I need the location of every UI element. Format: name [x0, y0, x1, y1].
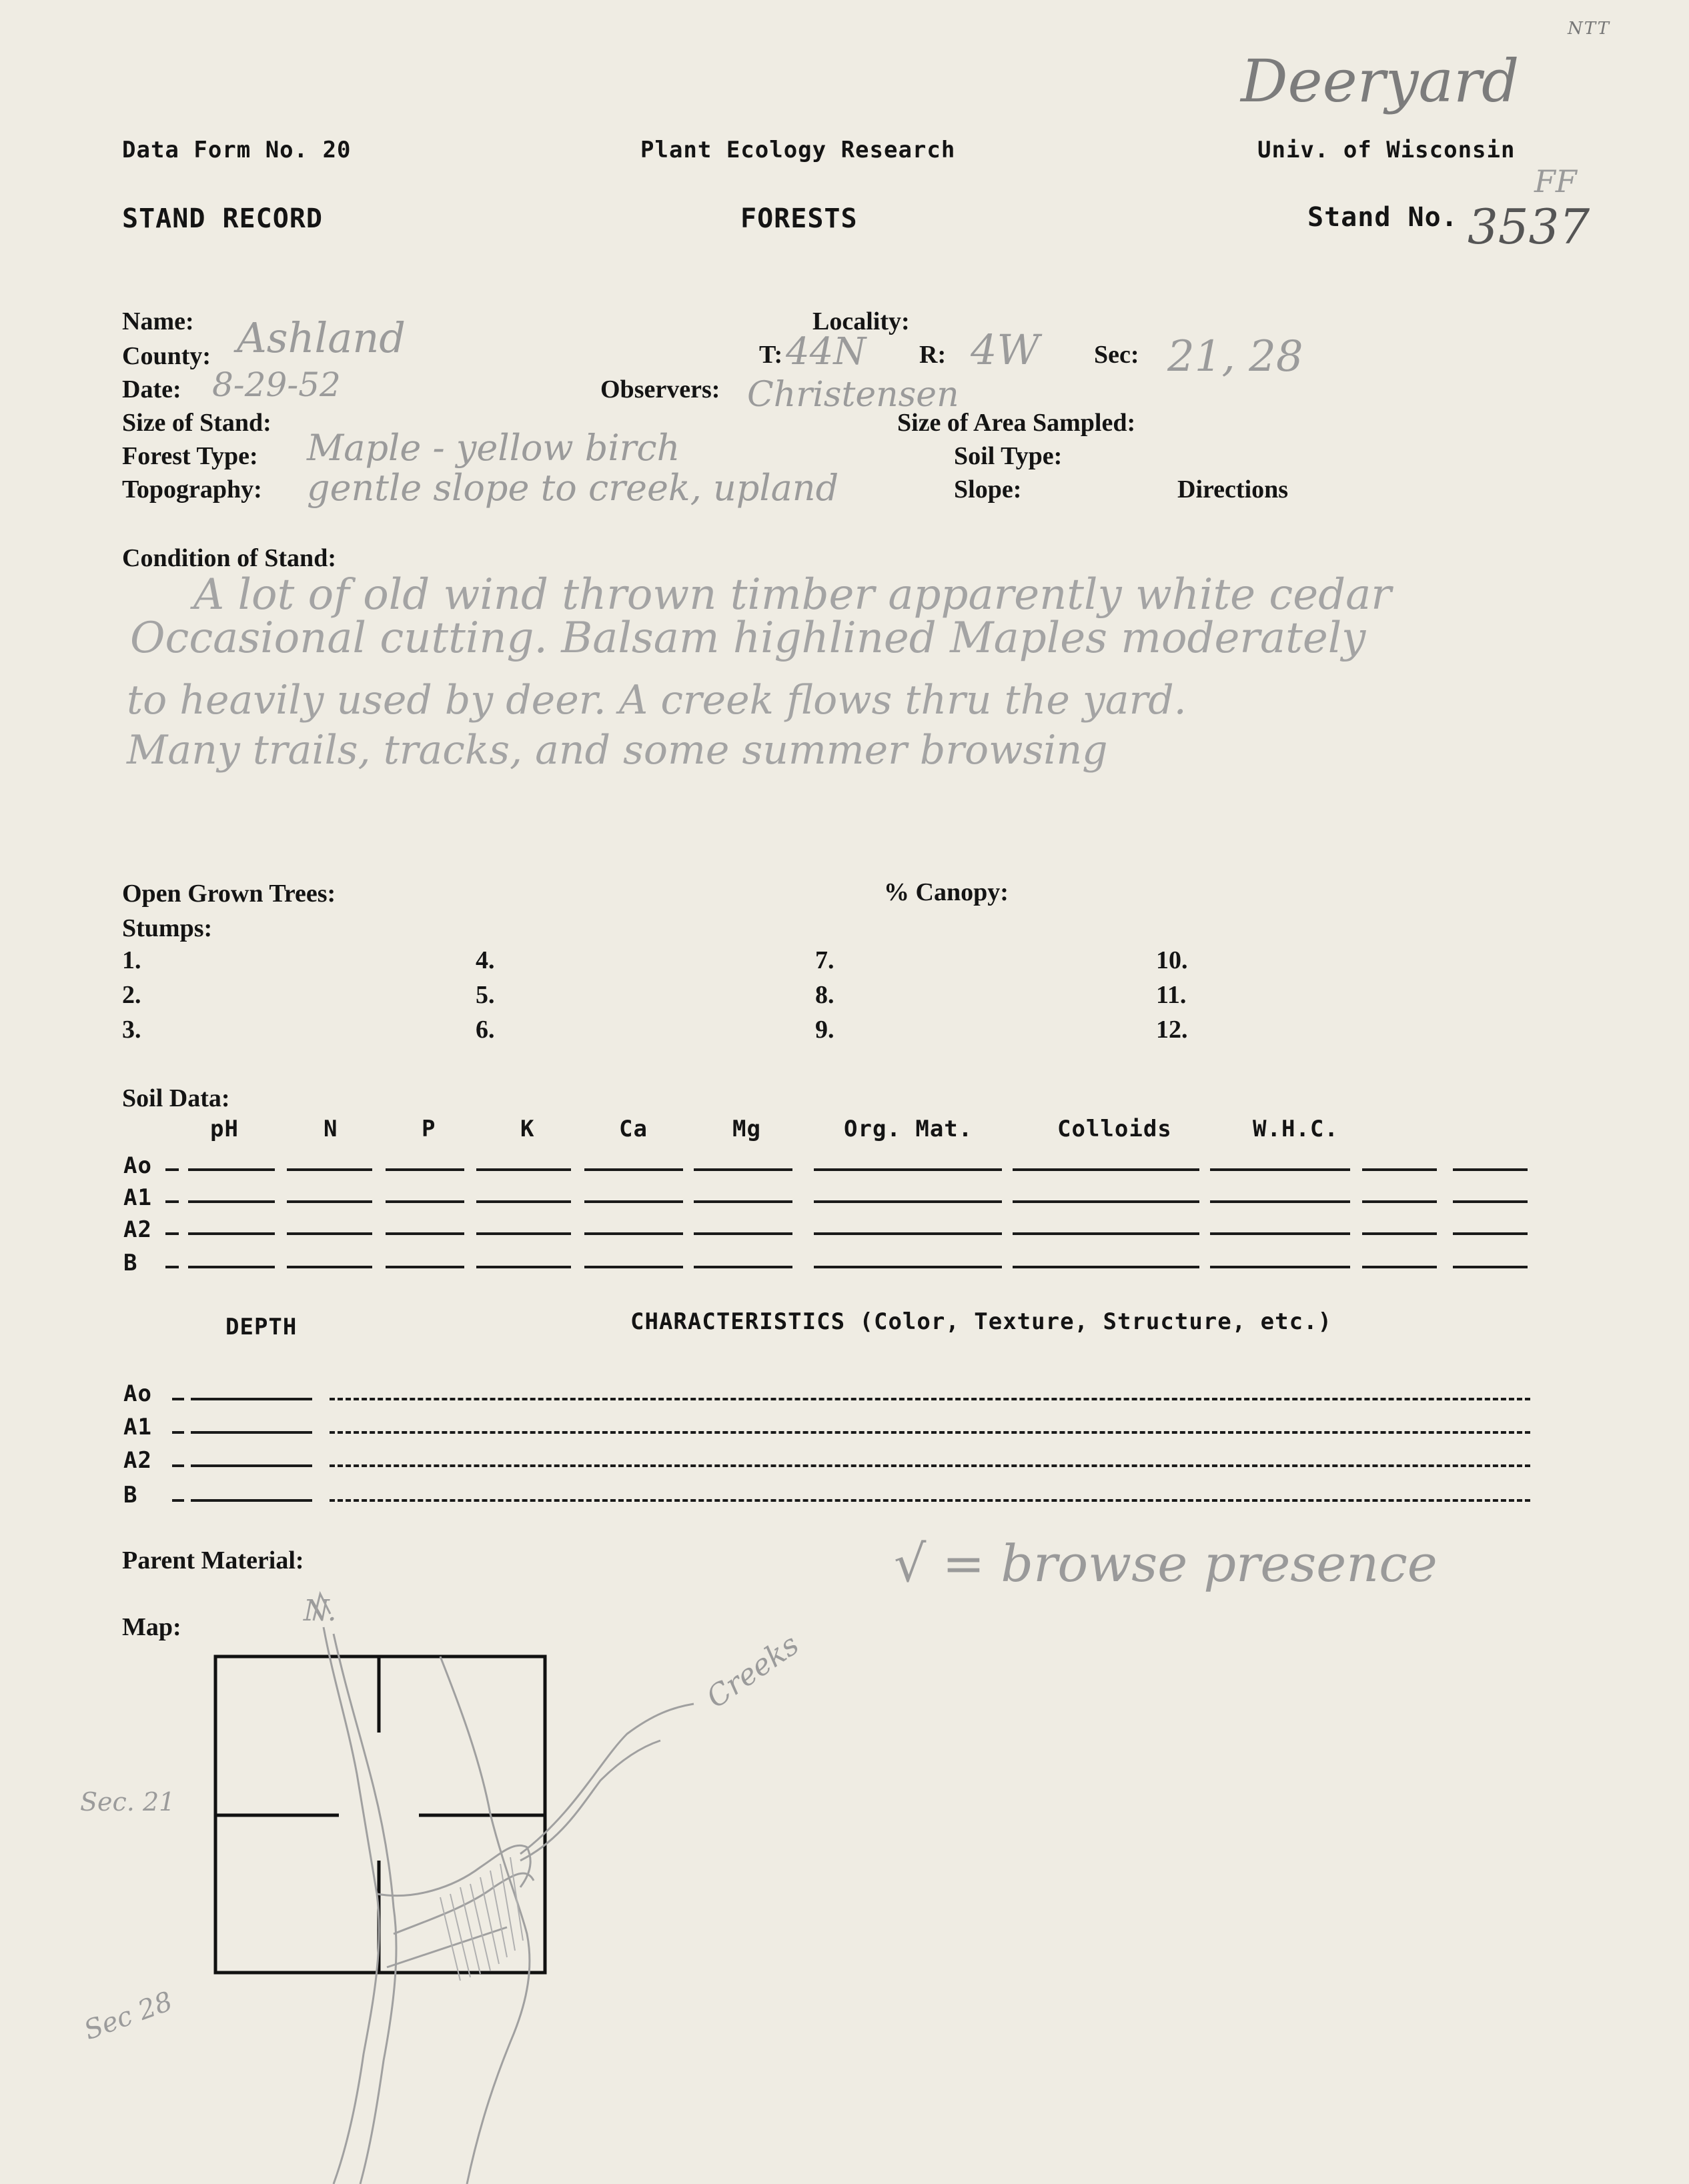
- soil-row-label: A1: [123, 1184, 152, 1211]
- stump-number: 3.: [122, 1016, 141, 1044]
- stump-number: 7.: [815, 946, 834, 974]
- corner-mark: NTT: [1568, 19, 1610, 39]
- stump-number: 11.: [1156, 981, 1187, 1009]
- depth-row-label: Ao: [123, 1380, 152, 1407]
- forest-type-value: Maple - yellow birch: [307, 427, 680, 469]
- forest-type-label: Forest Type:: [122, 442, 258, 470]
- t-label: T:: [759, 341, 783, 369]
- sec-label: Sec:: [1094, 341, 1139, 369]
- corner-title: Deeryard: [1241, 47, 1520, 115]
- forests-title: FORESTS: [740, 203, 858, 234]
- condition-label: Condition of Stand:: [122, 544, 336, 572]
- stump-number: 6.: [476, 1016, 495, 1044]
- r-label: R:: [919, 341, 947, 369]
- open-grown-trees-label: Open Grown Trees:: [122, 880, 336, 908]
- soil-column-header: Colloids: [1057, 1116, 1172, 1142]
- browse-note: √ = browse presence: [894, 1534, 1438, 1593]
- r-value: 4W: [971, 325, 1040, 374]
- soil-column-header: Org. Mat.: [844, 1116, 973, 1142]
- stand-record-title: STAND RECORD: [122, 203, 323, 234]
- browse-hatching: [440, 1857, 523, 1981]
- soil-column-header: W.H.C.: [1253, 1116, 1339, 1142]
- soil-column-header: Ca: [619, 1116, 648, 1142]
- creek-sketch: [314, 1594, 694, 2184]
- soil-column-header: K: [520, 1116, 535, 1142]
- depth-row-label: A2: [123, 1447, 152, 1474]
- condition-line: Many trails, tracks, and some summer browsing: [127, 727, 1108, 774]
- t-value: 44N: [786, 330, 867, 373]
- sec-value: 21, 28: [1167, 332, 1303, 381]
- locality-label: Locality:: [812, 307, 910, 335]
- slope-label: Slope:: [954, 475, 1022, 503]
- soil-row-label: A2: [123, 1216, 152, 1243]
- name-label: Name:: [122, 307, 194, 335]
- stand-number-suffix: FF: [1534, 163, 1577, 199]
- soil-type-label: Soil Type:: [954, 442, 1063, 470]
- soil-column-header: Mg: [732, 1116, 761, 1142]
- map-north-label: N.: [304, 1594, 337, 1628]
- observers-label: Observers:: [600, 375, 720, 403]
- stump-number: 9.: [815, 1016, 834, 1044]
- form-number: Data Form No. 20: [122, 137, 352, 163]
- soil-data-label: Soil Data:: [122, 1084, 230, 1112]
- size-of-area-label: Size of Area Sampled:: [897, 409, 1136, 437]
- observers-value: Christensen: [747, 375, 959, 415]
- stump-number: 1.: [122, 946, 141, 974]
- characteristics-header: CHARACTERISTICS (Color, Texture, Structure, etc.): [630, 1308, 1333, 1335]
- condition-line: A lot of old wind thrown timber apparently white cedar: [193, 570, 1391, 620]
- stump-number: 8.: [815, 981, 834, 1009]
- stump-number: 4.: [476, 946, 495, 974]
- soil-column-header: N: [324, 1116, 338, 1142]
- map-label: Map:: [122, 1613, 181, 1641]
- university: Univ. of Wisconsin: [1257, 137, 1516, 163]
- soil-row-label: Ao: [123, 1152, 152, 1179]
- stump-number: 2.: [122, 981, 141, 1009]
- condition-line: Occasional cutting. Balsam highlined Maples moderately: [130, 614, 1366, 663]
- topography-value: gentle slope to creek, upland: [307, 467, 839, 509]
- soil-column-header: pH: [210, 1116, 239, 1142]
- map-sec28-label: Sec 28: [80, 1986, 177, 2047]
- size-of-stand-label: Size of Stand:: [122, 409, 271, 437]
- condition-line: to heavily used by deer. A creek flows thru the yard.: [127, 677, 1187, 724]
- topography-label: Topography:: [122, 475, 262, 503]
- county-value: Ashland: [237, 313, 406, 362]
- map-sec21-label: Sec. 21: [80, 1787, 175, 1817]
- depth-header: DEPTH: [225, 1314, 298, 1340]
- map-creek-label: Creeks: [700, 1627, 806, 1715]
- parent-material-label: Parent Material:: [122, 1546, 304, 1574]
- stump-number: 10.: [1156, 946, 1188, 974]
- soil-row-label: B: [123, 1250, 138, 1276]
- soil-column-header: P: [422, 1116, 436, 1142]
- date-value: 8-29-52: [212, 365, 341, 404]
- stand-number-value: 3537: [1468, 199, 1590, 255]
- depth-row-label: B: [123, 1482, 138, 1508]
- stand-number-label: Stand No.: [1307, 202, 1458, 233]
- depth-row-label: A1: [123, 1414, 152, 1440]
- stump-number: 5.: [476, 981, 495, 1009]
- stump-number: 12.: [1156, 1016, 1188, 1044]
- organization: Plant Ecology Research: [640, 137, 956, 163]
- county-label: County:: [122, 342, 211, 370]
- canopy-label: % Canopy:: [884, 878, 1009, 906]
- date-label: Date:: [122, 375, 181, 403]
- stumps-label: Stumps:: [122, 914, 213, 942]
- directions-label: Directions: [1177, 475, 1289, 503]
